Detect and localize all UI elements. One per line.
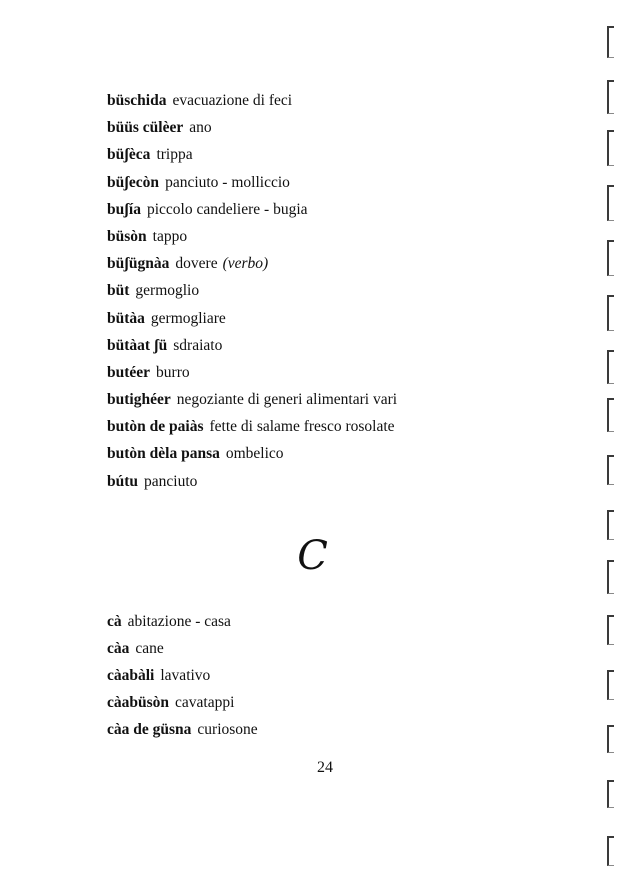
binding-bracket	[607, 295, 614, 331]
entry-term: büüs cülèer	[107, 119, 184, 137]
binding-bracket	[607, 455, 614, 485]
entry	[107, 389, 567, 416]
entry-definition: sdraiato	[173, 336, 223, 354]
entry-definition: ombelico	[225, 445, 284, 463]
entry-definition: cane	[135, 640, 164, 657]
entry	[107, 335, 567, 362]
binding-bracket	[607, 26, 614, 58]
entry-definition: panciuto - molliccio	[165, 173, 290, 191]
entry-term: büʃèca	[107, 146, 151, 164]
binding-bracket	[607, 836, 614, 866]
entry-definition: cavatappi	[175, 694, 235, 711]
entry	[107, 253, 567, 280]
entry	[107, 471, 567, 498]
binding-bracket	[607, 725, 614, 753]
entry-term: bütàa	[107, 309, 145, 327]
entry-term: butéer	[107, 363, 151, 381]
binding-bracket	[607, 398, 614, 432]
entry-term: càa de güsna	[107, 721, 192, 738]
entry-term: bútu	[107, 472, 139, 490]
entry-term: büsòn	[107, 227, 147, 245]
entry	[107, 719, 567, 746]
entry-definition: fette di salame fresco rosolate	[209, 418, 395, 436]
entry-definition: tappo	[152, 227, 188, 245]
entry	[107, 443, 567, 470]
binding-bracket	[607, 560, 614, 594]
entry	[107, 692, 567, 719]
entry-list-b	[107, 90, 567, 498]
entry-grammar-note: (verbo)	[222, 255, 269, 273]
binding-bracket	[607, 185, 614, 221]
binding-bracket	[607, 615, 614, 645]
entry-term: cà	[107, 613, 122, 630]
entry-term: büt	[107, 282, 130, 300]
entry-term: büʃecòn	[107, 173, 160, 191]
entry-definition: dovere	[175, 255, 218, 273]
entry	[107, 172, 567, 199]
entry-definition: germoglio	[135, 282, 200, 300]
entry-list-c	[107, 611, 567, 746]
entry-term: butòn dèla pansa	[107, 445, 220, 463]
entry	[107, 416, 567, 443]
entry	[107, 280, 567, 307]
binding-bracket	[607, 80, 614, 114]
entry-definition: ano	[189, 119, 212, 137]
entry	[107, 199, 567, 226]
entry-definition: lavativo	[160, 667, 211, 684]
entry	[107, 308, 567, 335]
entry-term: butighéer	[107, 391, 171, 409]
entry-term: butòn de paiàs	[107, 418, 204, 436]
binding-bracket	[607, 670, 614, 700]
entry-term: bütàat ʃü	[107, 336, 168, 354]
entry	[107, 226, 567, 253]
binding-bracket	[607, 780, 614, 808]
binding-bracket	[607, 510, 614, 540]
entry-definition: piccolo candeliere - bugia	[146, 200, 308, 218]
entry-term: büʃügnàa	[107, 255, 170, 273]
entry-term: càa	[107, 640, 130, 657]
entry-definition: panciuto	[144, 472, 198, 490]
entry	[107, 144, 567, 171]
entry-definition: burro	[156, 363, 190, 381]
entry-definition: evacuazione di feci	[172, 92, 293, 109]
entry	[107, 611, 567, 638]
entry-definition: abitazione - casa	[127, 613, 231, 630]
section-heading-letter: C	[297, 533, 328, 579]
entry	[107, 90, 567, 117]
entry-definition: germogliare	[150, 309, 226, 327]
page-number: 24	[317, 759, 333, 776]
entry-term: büschida	[107, 92, 167, 109]
entry-definition: negoziante di generi alimentari vari	[176, 391, 398, 409]
binding-bracket	[607, 130, 614, 166]
binding-bracket	[607, 240, 614, 276]
binding-edge	[596, 0, 625, 886]
entry	[107, 362, 567, 389]
binding-bracket	[607, 350, 614, 384]
entry-definition: trippa	[156, 146, 193, 164]
entry-term: buʃía	[107, 200, 141, 218]
entry	[107, 117, 567, 144]
entry-term: càabàli	[107, 667, 155, 684]
entry	[107, 638, 567, 665]
entry-definition: curiosone	[197, 721, 258, 738]
entry	[107, 665, 567, 692]
entry-term: càabüsòn	[107, 694, 170, 711]
